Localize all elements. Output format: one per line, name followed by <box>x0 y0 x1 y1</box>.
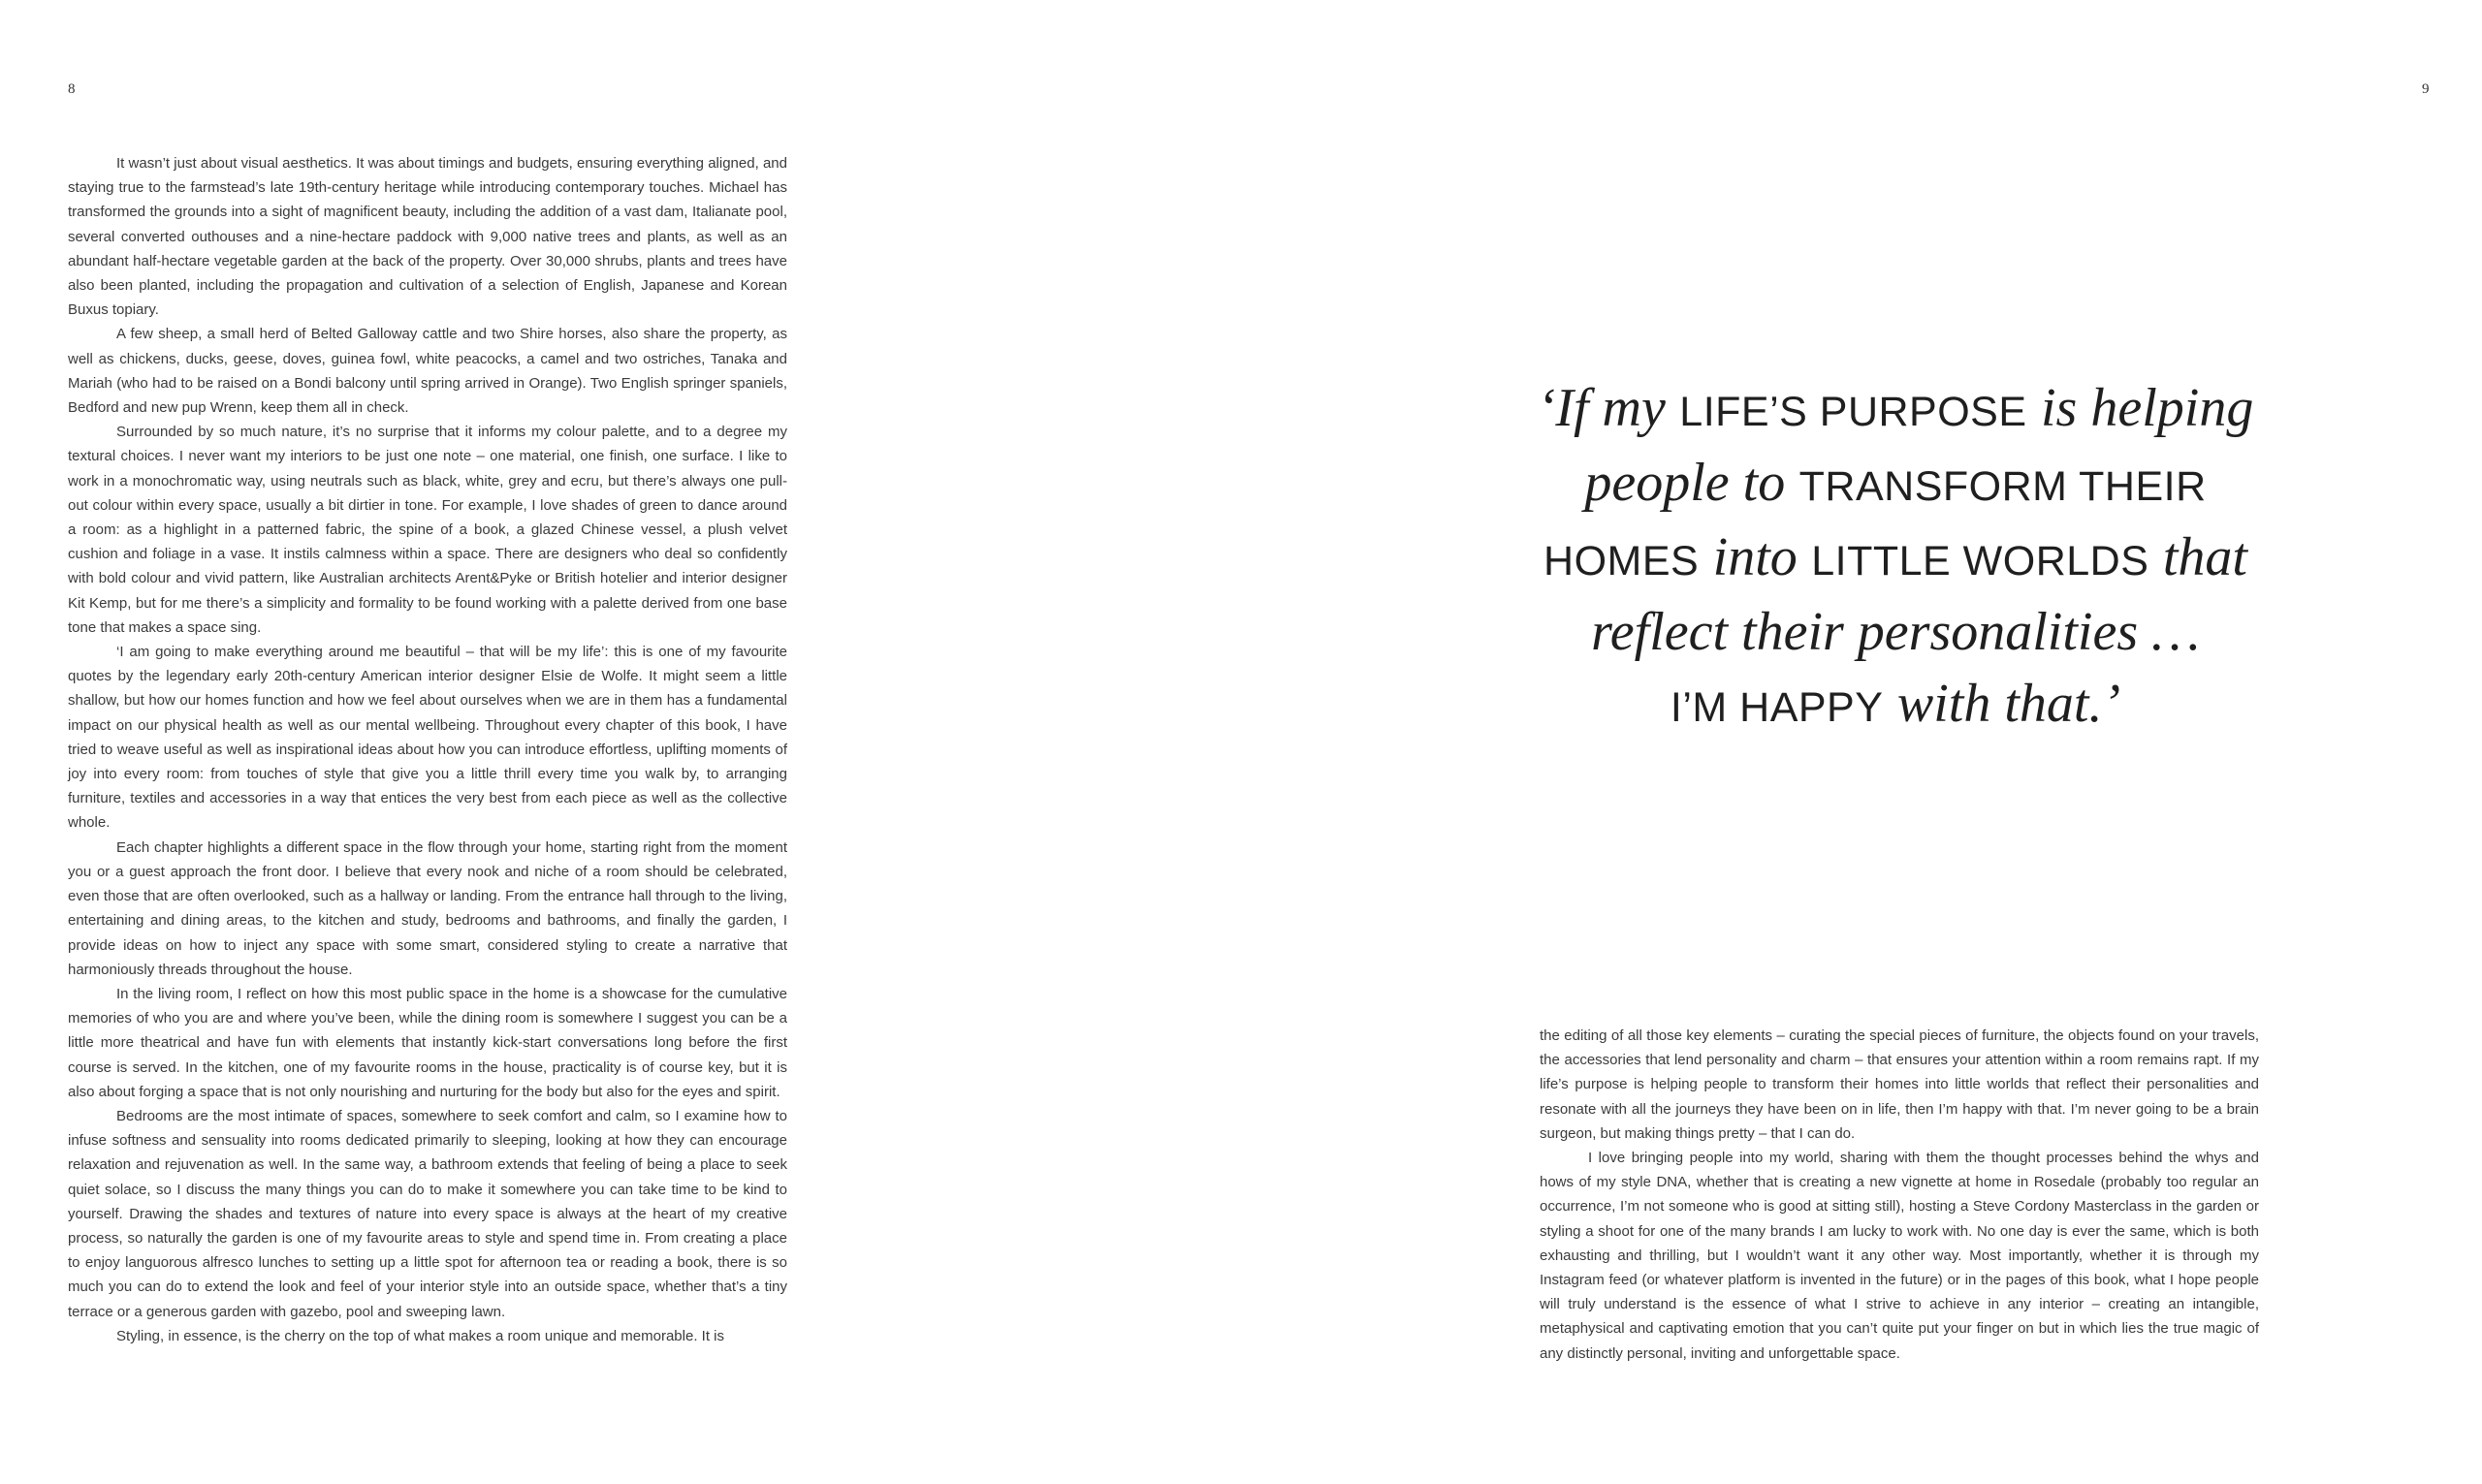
body-paragraph: Each chapter highlights a different space in the flow through your home, starting right from the moment you or a guest approach the front door. I believe that every nook and niche of a room should be celebrated, even those that are often overlooked, such as a hallway or landing. From the entrance hall through to the living, entertaining and dining areas, to the kitchen and study, bedrooms and bathrooms, and finally the garden, I provide ideas on how to inject any space with some smart, considered styling to create a narrative that harmoniously threads throughout the house. <box>68 838 787 978</box>
body-paragraph: I love bringing people into my world, sharing with them the thought processes behind the whys and hows of my style DNA, whether that is creating a new vignette at home in Rosedale (probably too regular an occurrence, I’m not someone who is good at sitting still), hosting a Steve Cordony Masterclass in the garden or styling a shoot for one of the many brands I am lucky to work with. No one day is ever the same, which is both exhausting and thrilling, but I wouldn’t want it any other way. Most importantly, whether it is through my Instagram feed (or whatever platform is invented in the future) or in the pages of this book, what I hope people will truly understand is the essence of what I strive to achieve in any interior – creating an intangible, metaphysical and captivating emotion that you can’t quite put your finger on but in which lies the true magic of any distinctly personal, inviting and unforgettable space. <box>1540 1150 2259 1362</box>
quote-italic-text: with that.’ <box>1896 674 2121 734</box>
quote-caps-text: LIFE’S PURPOSE <box>1679 389 2027 435</box>
body-paragraph: Surrounded by so much nature, it’s no surprise that it informs my colour palette, and to a degree my textural choices. I never want my interiors to be just one note – one material, one finish, one surface. I like to work in a monochromatic way, using neutrals such as black, white, grey and ecru, but there’s always one pull-out colour within every space, usually a bit dirtier in tone. For example, I love shades of green to dance around a room: as a highlight in a patterned fabric, the spine of a book, a glazed Chinese vessel, a plush velvet cushion and foliage in a vase. It instils calmness within a space. There are designers who deal so confidently with bold colour and vivid pattern, like Australian architects Arent&Pyke or British hotelier and interior designer Kit Kemp, but for me there’s a simplicity and formality to be found working with a palette derived from one base tone that makes a space sing. <box>68 424 787 636</box>
body-paragraph: A few sheep, a small herd of Belted Galloway cattle and two Shire horses, also share the property, as well as chickens, ducks, geese, doves, guinea fowl, white peacocks, a camel and two ostriches, Tanaka and Mariah (who had to be raised on a Bondi balcony until spring arrived in Orange). Two English springer spaniels, Bedford and new pup Wrenn, keep them all in check. <box>68 326 787 417</box>
quote-caps-text: I’M HAPPY <box>1670 684 1884 731</box>
page-number-left: 8 <box>68 81 76 97</box>
pull-quote-line <box>1508 448 2283 522</box>
body-paragraph: the editing of all those key elements – curating the special pieces of furniture, the objects found on your travels, the accessories that lend personality and charm – that ensures your attention within a room remains rapt. If my life’s purpose is helping people to transform their homes into little worlds that reflect their personalities and resonate with all the journeys they have been on in life, then I’m happy with that. I’m never going to be a brain surgeon, but making things pretty – that I can do. <box>1540 1027 2259 1142</box>
quote-italic-text: that <box>2162 527 2247 587</box>
left-body-column <box>68 151 787 1348</box>
pull-quote-line <box>1508 597 2283 669</box>
page-number-right: 9 <box>2422 81 2430 97</box>
pull-quote-line <box>1508 669 2283 743</box>
pull-quote-line <box>1508 522 2283 597</box>
quote-italic-text: into <box>1712 527 1798 587</box>
quote-caps-text: HOMES <box>1543 538 1700 584</box>
quote-italic-text: ‘If my <box>1537 378 1666 438</box>
pull-quote <box>1508 373 2283 743</box>
body-paragraph: ‘I am going to make everything around me beautiful – that will be my life’: this is one of my favourite quotes by the legendary early 20th-century American interior designer Elsie de Wolfe. It might seem a little shallow, but how our homes function and how we feel about ourselves when we are in them has a fundamental impact on our physical health as well as our mental wellbeing. Throughout every chapter of this book, I have tried to weave useful as well as inspirational ideas about how you can introduce effortless, uplifting moments of joy into every room: from touches of style that give you a little thrill every time you walk by, to arranging furniture, textiles and accessories in a way that entices the very best from each piece as well as the collective whole. <box>68 644 787 832</box>
body-paragraph: Bedrooms are the most intimate of spaces, somewhere to seek comfort and calm, so I examine how to infuse softness and sensuality into rooms dedicated primarily to sleeping, looking at how they can encourage relaxation and rejuvenation as well. In the same way, a bathroom extends that feeling of being a place to seek quiet solace, so I discuss the many things you can do to make it somewhere you can take time to be kind to yourself. Drawing the shades and textures of nature into every space is always at the heart of my creative process, so naturally the garden is one of my favourite areas to style and spend time in. From creating a place to enjoy languorous alfresco lunches to setting up a little spot for afternoon tea or reading a book, there is so much you can do to extend the look and feel of your interior style into an outside space, whether that’s a tiny terrace or a generous garden with gazebo, pool and sweeping lawn. <box>68 1107 787 1320</box>
right-body-column <box>1540 1024 2259 1366</box>
quote-caps-text: TRANSFORM THEIR <box>1798 463 2207 510</box>
body-paragraph: In the living room, I reflect on how this most public space in the home is a showcase for the cumulative memories of who you are and where you’ve been, while the dining room is somewhere I suggest you can be a little more theatrical and have fun with elements that instantly kick-start conversations long before the first course is served. In the kitchen, one of my favourite rooms in the house, practicality is of course key, but it is also about forging a space that is not only nourishing and nurturing for the body but also for the eyes and spirit. <box>68 985 787 1100</box>
quote-italic-text: reflect their personalities … <box>1591 602 2200 662</box>
pull-quote-line <box>1508 373 2283 448</box>
body-paragraph: Styling, in essence, is the cherry on the top of what makes a room unique and memorable. It is <box>116 1327 724 1344</box>
body-paragraph: It wasn’t just about visual aesthetics. It was about timings and budgets, ensuring everything aligned, and staying true to the farmstead’s late 19th-century heritage while introducing contemporary touches. Michael has transformed the grounds into a sight of magnificent beauty, including the addition of a vast dam, Italianate pool, several converted outhouses and a nine-hectare paddock with 9,000 native trees and plants, as well as an abundant half-hectare vegetable garden at the back of the property. Over 30,000 shrubs, plants and trees have also been planted, including the propagation and cultivation of a selection of English, Japanese and Korean Buxus topiary. <box>68 155 787 319</box>
quote-italic-text: people to <box>1584 453 1786 513</box>
quote-italic-text: is helping <box>2041 378 2254 438</box>
quote-caps-text: LITTLE WORLDS <box>1811 538 2149 584</box>
